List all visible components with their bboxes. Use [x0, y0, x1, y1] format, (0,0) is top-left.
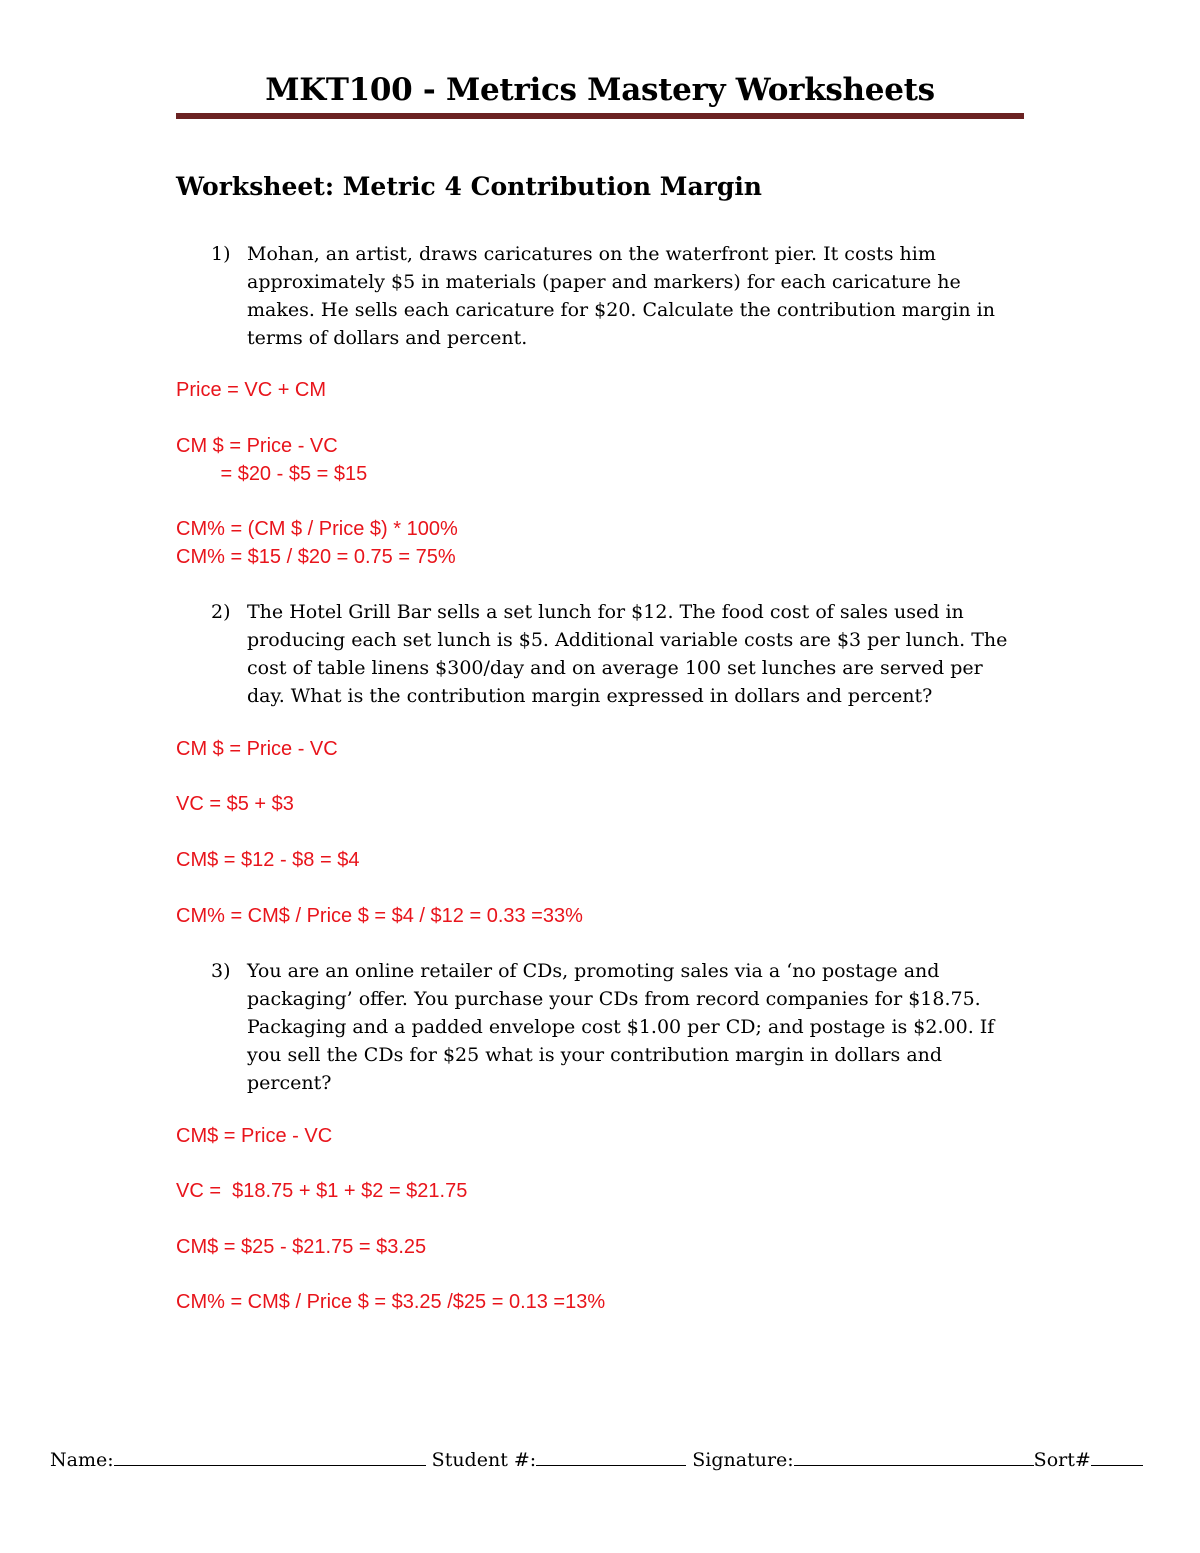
signature-field[interactable] — [794, 1445, 1034, 1466]
answer-line: CM$ = $25 - $21.75 = $3.25 — [176, 1236, 427, 1258]
document-title: MKT100 - Metrics Mastery Worksheets — [265, 72, 935, 108]
answer-line: Price = VC + CM — [176, 379, 327, 401]
answer-line: CM% = CM$ / Price $ = $3.25 /$25 = 0.13 =13% — [176, 1291, 606, 1313]
question-2 — [176, 598, 1024, 710]
question-text: Mohan, an artist, draws caricatures on the waterfront pier. It costs him approximately $5 in materials (paper and markers) for each caricature he makes. He sells each caricature for $20. Calculate the contribution margin in terms of dollars and percent. — [247, 243, 995, 349]
question-3 — [176, 957, 1024, 1097]
signature-label: Signature: — [692, 1449, 794, 1471]
question-text: You are an online retailer of CDs, promoting sales via a ‘no postage and packaging’ offer. You purchase your CDs from record companies for $18.75. Packaging and a padded envelope cost $1.00 per CD; and postage is $2.00. If you sell the CDs for $25 what is your contribution margin in dollars and percent? — [247, 960, 995, 1094]
answer-line: = $20 - $5 = $15 — [176, 463, 368, 485]
answer-line: CM% = $15 / $20 = 0.75 = 75% — [176, 546, 456, 568]
question-1 — [176, 240, 1024, 352]
answer-line: CM $ = Price - VC — [176, 435, 338, 457]
name-label: Name: — [50, 1449, 114, 1471]
sort-field[interactable] — [1091, 1445, 1143, 1466]
answer-line: VC = $18.75 + $1 + $2 = $21.75 — [176, 1180, 468, 1202]
worksheet-title: Worksheet: Metric 4 Contribution Margin — [176, 172, 762, 201]
footer-fields — [50, 1445, 1160, 1475]
sort-label: Sort# — [1033, 1449, 1091, 1471]
answer-line: CM% = (CM $ / Price $) * 100% — [176, 518, 458, 540]
answer-line: CM$ = Price - VC — [176, 1125, 333, 1147]
answer-line: VC = $5 + $3 — [176, 793, 294, 815]
page-header — [176, 70, 1024, 110]
question-number: 1) — [211, 243, 231, 265]
header-rule — [176, 113, 1024, 119]
student-number-label: Student #: — [431, 1449, 537, 1471]
question-number: 3) — [211, 960, 231, 982]
question-number: 2) — [211, 601, 231, 623]
answer-line: CM$ = $12 - $8 = $4 — [176, 849, 360, 871]
answer-line: CM% = CM$ / Price $ = $4 / $12 = 0.33 =33% — [176, 905, 583, 927]
answer-line: CM $ = Price - VC — [176, 738, 338, 760]
student-number-field[interactable] — [536, 1445, 686, 1466]
name-field[interactable] — [114, 1445, 426, 1466]
question-text: The Hotel Grill Bar sells a set lunch for $12. The food cost of sales used in producing each set lunch is $5. Additional variable costs are $3 per lunch. The cost of table linens $300/day and on average 100 set lunches are served per day. What is the contribution margin expressed in dollars and percent? — [247, 601, 1008, 707]
